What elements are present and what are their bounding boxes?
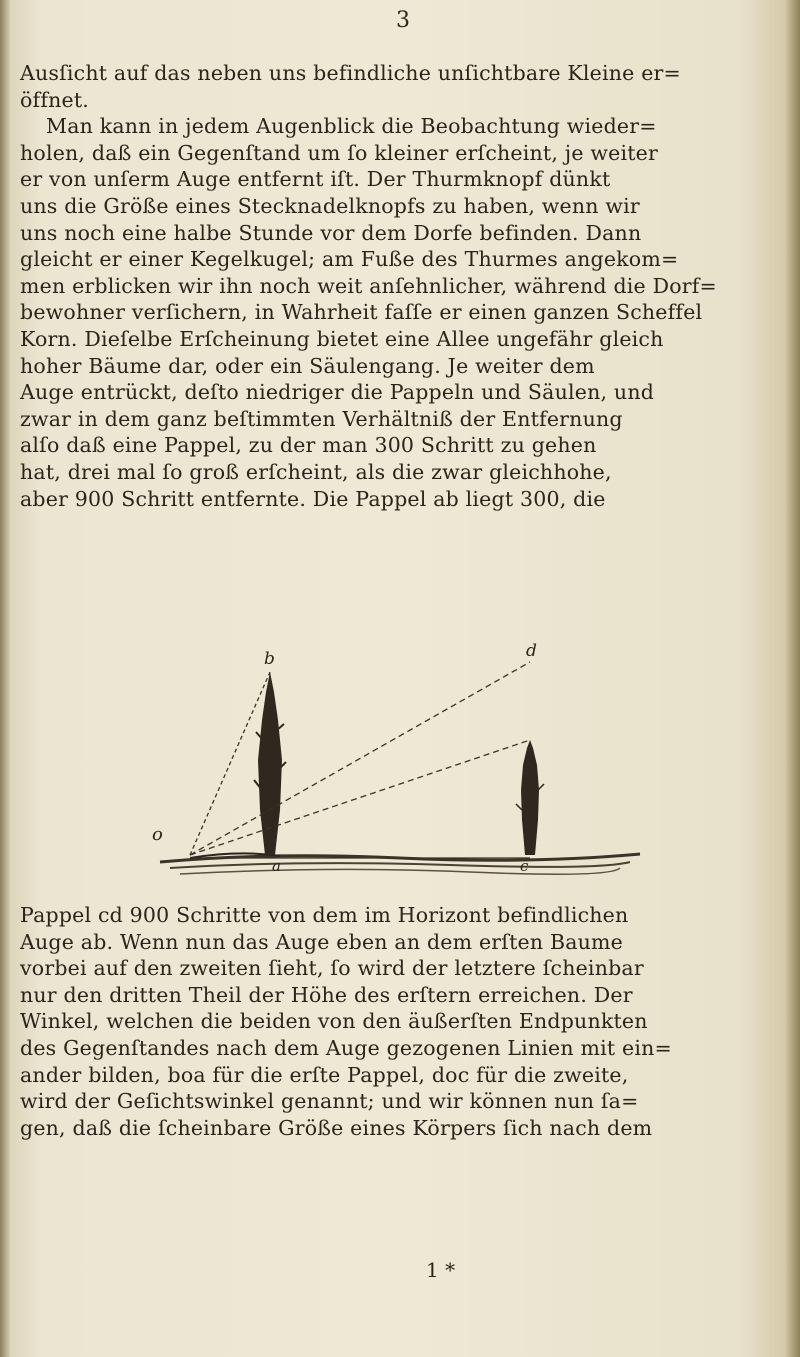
sight-line-b — [190, 672, 270, 855]
text-line: holen, daß ein Gegenſtand um ſo kleiner erſcheint, je weiter — [20, 140, 658, 165]
figure-label-b: b — [264, 649, 275, 669]
text-line: Korn. Dieſelbe Erſcheinung bietet eine Allee ungefähr gleich — [20, 326, 664, 351]
perspective-figure — [150, 640, 650, 880]
text-line: zwar in dem ganz beſtimmten Verhältniß der Entfernung — [20, 406, 623, 431]
figure-label-c: c — [520, 857, 529, 875]
text-line: vorbei auf den zweiten ſieht, ſo wird der letztere ſcheinbar — [20, 956, 644, 981]
text-line: gen, daß die ſcheinbare Größe eines Körpers ſich nach dem — [20, 1115, 653, 1140]
text-line: gleicht er einer Kegelkugel; am Fuße des Thurmes angekom= — [20, 247, 679, 272]
figure-label-a: a — [272, 857, 281, 875]
text-line: alſo daß eine Pappel, zu der man 300 Schritt zu gehen — [20, 433, 597, 458]
text-line: aber 900 Schritt entfernte. Die Pappel ab liegt 300, die — [20, 486, 606, 511]
signature-mark: 1 * — [426, 1258, 456, 1282]
figure-label-d: d — [526, 641, 537, 661]
text-line: er von unſerm Auge entfernt iſt. Der Thurmknopf dünkt — [20, 167, 611, 192]
page-number: 3 — [396, 8, 410, 33]
ground-hatching — [170, 862, 630, 868]
figure-label-o: o — [152, 824, 163, 845]
text-line: hat, drei mal ſo groß erſcheint, als die zwar gleichhohe, — [20, 459, 612, 484]
poplar-tree-cd — [516, 740, 544, 855]
text-line: Pappel cd 900 Schritte von dem im Horizont befindlichen — [20, 903, 629, 927]
text-line: Winkel, welchen die beiden von den äußerſten Endpunkten — [20, 1009, 648, 1034]
ground-hatching — [180, 868, 620, 874]
text-line: Auge entrückt, deſto niedriger die Pappeln und Säulen, und — [20, 380, 655, 405]
text-block-top — [20, 60, 772, 512]
text-line: öffnet. — [20, 87, 90, 112]
sight-line-d — [190, 662, 530, 855]
text-line: Auge ab. Wenn nun das Auge eben an dem erſten Baume — [20, 929, 624, 954]
text-line: bewohner verſichern, in Wahrheit faſſe er einen ganzen Scheffel — [20, 300, 703, 325]
text-line: ander bilden, boa für die erſte Pappel, doc für die zweite, — [20, 1062, 629, 1087]
text-line: uns die Größe eines Stecknadelknopfs zu haben, wenn wir — [20, 193, 640, 218]
page-edge-shadow — [786, 0, 800, 1357]
text-line: uns noch eine halbe Stunde vor dem Dorfe befinden. Dann — [20, 220, 642, 245]
text-block-bottom — [20, 902, 772, 1141]
text-line: hoher Bäume dar, oder ein Säulengang. Je weiter dem — [20, 353, 595, 378]
text-line: wird der Geſichtswinkel genannt; und wir können nun ſa= — [20, 1089, 639, 1114]
page-gutter-shadow — [0, 0, 10, 1357]
sight-line-c — [190, 740, 530, 855]
text-line: des Gegenſtandes nach dem Auge gezogenen Linien mit ein= — [20, 1035, 672, 1060]
text-line: nur den dritten Theil der Höhe des erſtern erreichen. Der — [20, 982, 633, 1007]
text-line: Ausſicht auf das neben uns befindliche unſichtbare Kleine er= — [20, 61, 681, 85]
text-line: men erblicken wir ihn noch weit anſehnlicher, während die Dorf= — [20, 273, 717, 298]
text-line: Man kann in jedem Augenblick die Beobachtung wieder= — [46, 114, 657, 139]
